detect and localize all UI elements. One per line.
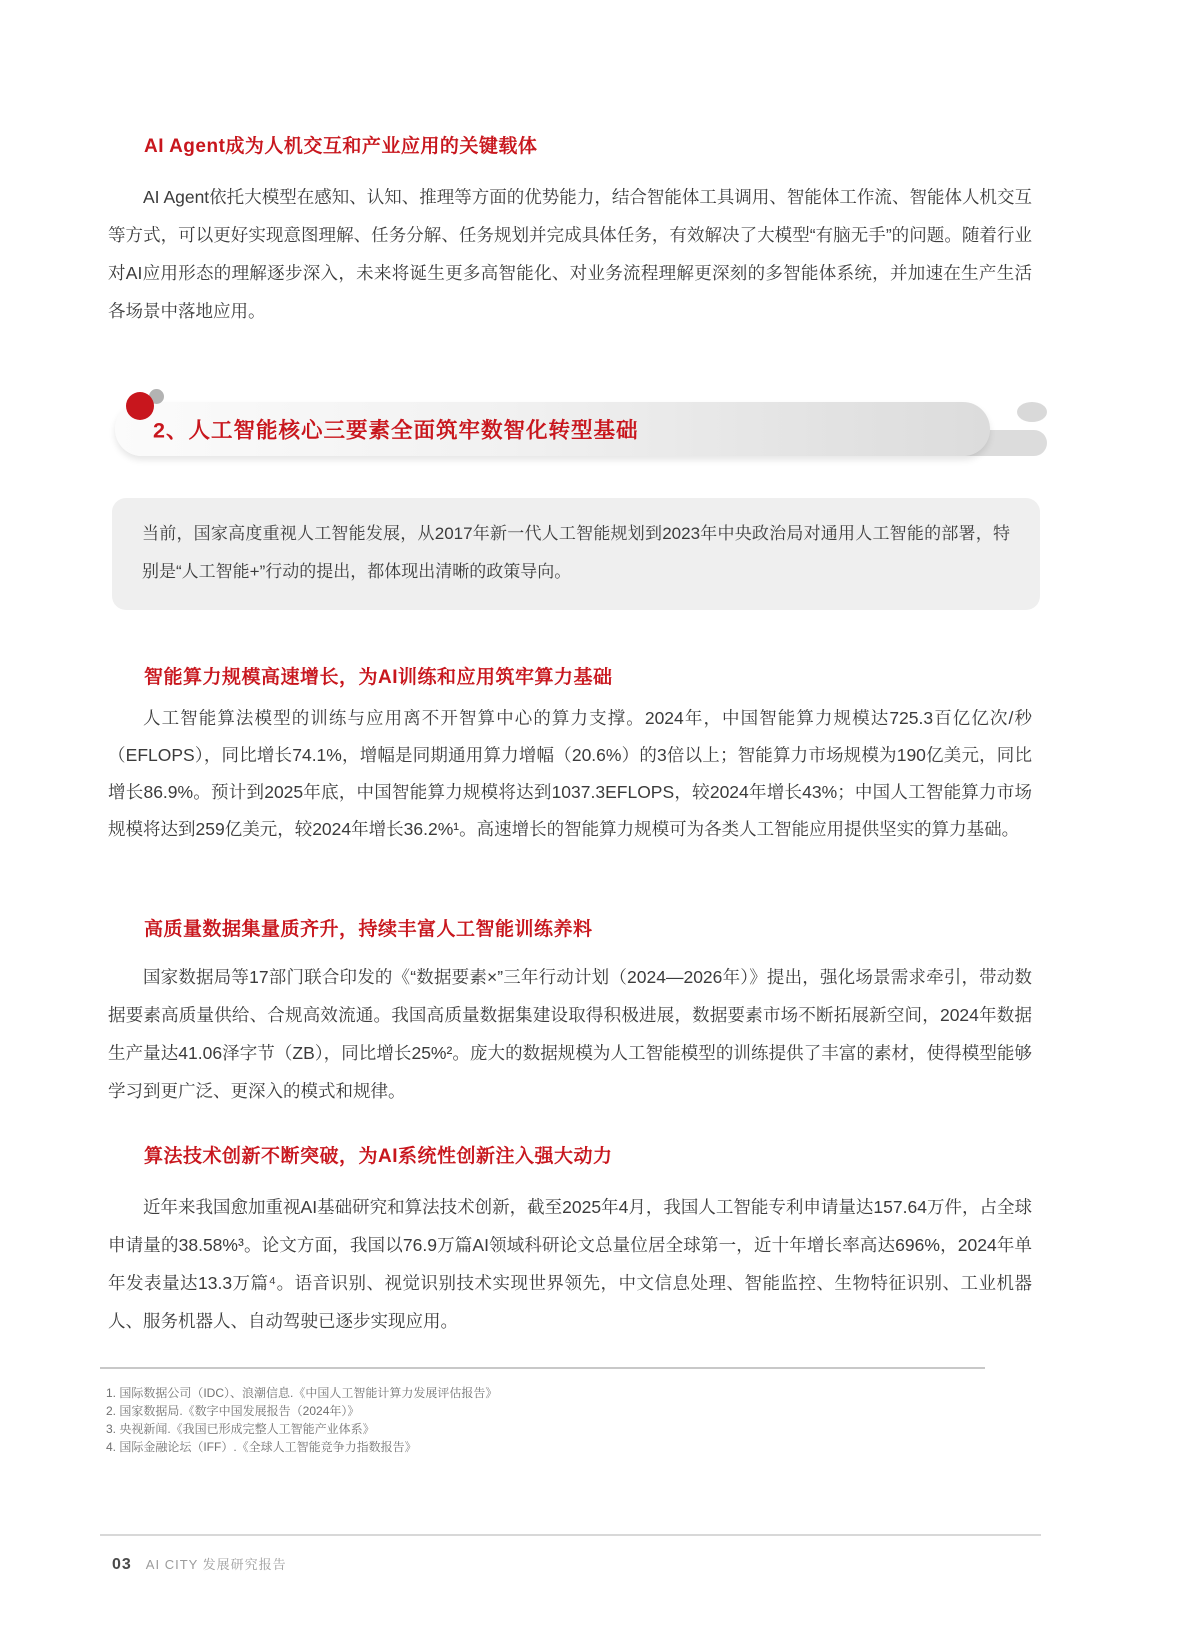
- subsection-data-heading: 高质量数据集量质齐升，持续丰富人工智能训练养料: [144, 919, 593, 940]
- section-2-banner: [115, 400, 1045, 460]
- footnote-3: 3. 央视新闻.《我国已形成完整人工智能产业体系》: [106, 1422, 375, 1436]
- banner-red-dot-icon: [126, 392, 154, 420]
- banner-tail-dot-icon: [1017, 402, 1047, 422]
- agent-section-paragraph: AI Agent依托大模型在感知、认知、推理等方面的优势能力，结合智能体工具调用、智能体工作流、智能体人机交互等方式，可以更好实现意图理解、任务分解、任务规划并完成具体任务，有效解决了大模型“有脑无手”的问题。随着行业对AI应用形态的理解逐步深入，未来将诞生更多高智能化、对业务流程理解更深刻的多智能体系统，并加速在生产生活各场景中落地应用。: [108, 187, 1032, 321]
- policy-callout: [112, 498, 1040, 610]
- footnote-2: 2. 国家数据局.《数字中国发展报告（2024年）》: [106, 1404, 360, 1418]
- section-2-title: 2、人工智能核心三要素全面筑牢数智化转型基础: [153, 418, 639, 443]
- subsection-computing-paragraph: 人工智能算法模型的训练与应用离不开智算中心的算力支撑。2024年，中国智能算力规模达725.3百亿亿次/秒（EFLOPS），同比增长74.1%，增幅是同期通用算力增幅（20.6%）的3倍以上；智能算力市场规模为190亿美元，同比增长86.9%。预计到2025年底，中国智能算力规模将达到1037.3EFLOPS，较2024年增长43%；中国人工智能算力市场规模将达到259亿美元，较2024年增长36.2%¹。高速增长的智能算力规模可为各类人工智能应用提供坚实的算力基础。: [108, 708, 1032, 839]
- footnote-1: 1. 国际数据公司（IDC）、浪潮信息.《中国人工智能计算力发展评估报告》: [106, 1386, 498, 1400]
- subsection-algorithm-heading: 算法技术创新不断突破，为AI系统性创新注入强大动力: [144, 1146, 613, 1167]
- footnotes: [106, 1384, 1006, 1456]
- footnote-separator: [100, 1367, 985, 1369]
- footnote-4: 4. 国际金融论坛（IFF）.《全球人工智能竞争力指数报告》: [106, 1440, 417, 1454]
- agent-section-heading: AI Agent成为人机交互和产业应用的关键载体: [144, 136, 538, 157]
- policy-callout-text: 当前，国家高度重视人工智能发展，从2017年新一代人工智能规划到2023年中央政治局对通用人工智能的部署，特别是“人工智能+”行动的提出，都体现出清晰的政策导向。: [142, 524, 1010, 581]
- footer-separator: [100, 1534, 1041, 1536]
- page-number: 03: [112, 1556, 132, 1573]
- report-title: AI CITY 发展研究报告: [145, 1557, 287, 1572]
- subsection-algorithm-paragraph: 近年来我国愈加重视AI基础研究和算法技术创新，截至2025年4月，我国人工智能专利申请量达157.64万件，占全球申请量的38.58%³。论文方面，我国以76.9万篇AI领域科研论文总量位居全球第一，近十年增长率高达696%，2024年单年发表量达13.3万篇⁴。语音识别、视觉识别技术实现世界领先，中文信息处理、智能监控、生物特征识别、工业机器人、服务机器人、自动驾驶已逐步实现应用。: [108, 1197, 1032, 1331]
- banner-bar: [115, 402, 990, 456]
- subsection-computing-heading: 智能算力规模高速增长，为AI训练和应用筑牢算力基础: [144, 667, 613, 688]
- subsection-data-paragraph: 国家数据局等17部门联合印发的《“数据要素×”三年行动计划（2024—2026年）》提出，强化场景需求牵引，带动数据要素高质量供给、合规高效流通。我国高质量数据集建设取得积极进展，数据要素市场不断拓展新空间，2024年数据生产量达41.06泽字节（ZB），同比增长25%²。庞大的数据规模为人工智能模型的训练提供了丰富的素材，使得模型能够学习到更广泛、更深入的模式和规律。: [108, 967, 1032, 1101]
- page-footer: [112, 1554, 287, 1574]
